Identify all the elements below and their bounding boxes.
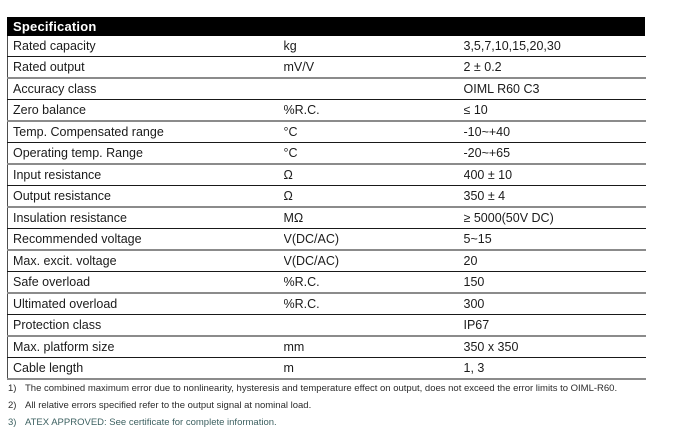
param-value: 2 ± 0.2 [464,57,646,79]
param-name: Ultimated overload [8,293,284,315]
table-row [8,293,646,315]
param-unit: V(DC/AC) [284,229,464,251]
param-value: 1, 3 [464,358,646,380]
param-name: Max. platform size [8,336,284,358]
param-name: Max. excit. voltage [8,250,284,272]
param-unit: m [284,358,464,380]
table-row [8,336,646,358]
param-value: 400 ± 10 [464,164,646,186]
table-row [8,186,646,208]
param-unit: °C [284,143,464,165]
param-value: 5~15 [464,229,646,251]
param-value: 150 [464,272,646,294]
param-value: IP67 [464,315,646,337]
param-unit: V(DC/AC) [284,250,464,272]
table-row [8,78,646,100]
param-value: ≥ 5000(50V DC) [464,207,646,229]
table-title: Specification [13,19,97,34]
param-name: Temp. Compensated range [8,121,284,143]
param-value: 350 x 350 [464,336,646,358]
param-name: Insulation resistance [8,207,284,229]
table-row [8,164,646,186]
table-row [8,121,646,143]
param-unit: Ω [284,164,464,186]
specification-table [7,36,646,380]
param-unit: kg [284,36,464,57]
param-name: Rated output [8,57,284,79]
param-value: OIML R60 C3 [464,78,646,100]
param-unit: °C [284,121,464,143]
param-name: Recommended voltage [8,229,284,251]
param-unit: Ω [284,186,464,208]
param-unit: %R.C. [284,100,464,122]
param-name: Cable length [8,358,284,380]
param-name: Input resistance [8,164,284,186]
param-value: -20~+65 [464,143,646,165]
param-value: 20 [464,250,646,272]
footnote-3 [8,417,668,428]
table-row [8,100,646,122]
specification-table-block [7,17,645,380]
footnote-number: 1) [8,383,17,394]
footnotes [8,383,668,434]
footnote-number: 3) [8,417,17,428]
footnote-1 [8,383,668,394]
param-value: -10~+40 [464,121,646,143]
param-name: Zero balance [8,100,284,122]
param-unit: mV/V [284,57,464,79]
table-row [8,143,646,165]
param-name: Safe overload [8,272,284,294]
param-unit: mm [284,336,464,358]
param-unit [284,315,464,337]
table-row [8,207,646,229]
table-row [8,36,646,57]
table-row [8,358,646,380]
param-value: 3,5,7,10,15,20,30 [464,36,646,57]
table-row [8,250,646,272]
param-unit: %R.C. [284,272,464,294]
param-value: ≤ 10 [464,100,646,122]
param-name: Output resistance [8,186,284,208]
param-unit: MΩ [284,207,464,229]
param-unit: %R.C. [284,293,464,315]
param-unit [284,78,464,100]
table-row [8,315,646,337]
table-row [8,272,646,294]
param-name: Operating temp. Range [8,143,284,165]
param-value: 300 [464,293,646,315]
footnote-text: ATEX APPROVED: See certificate for complete information. [25,417,277,428]
param-name: Protection class [8,315,284,337]
param-name: Accuracy class [8,78,284,100]
footnote-2 [8,400,668,411]
table-row [8,229,646,251]
param-value: 350 ± 4 [464,186,646,208]
footnote-text: All relative errors specified refer to the output signal at nominal load. [25,400,312,411]
table-row [8,57,646,79]
footnote-number: 2) [8,400,17,411]
table-title-bar [7,17,645,36]
footnote-text: The combined maximum error due to nonlinearity, hysteresis and temperature effect on output, does not exceed the error limits to OIML-R60. [25,383,618,394]
param-name: Rated capacity [8,36,284,57]
